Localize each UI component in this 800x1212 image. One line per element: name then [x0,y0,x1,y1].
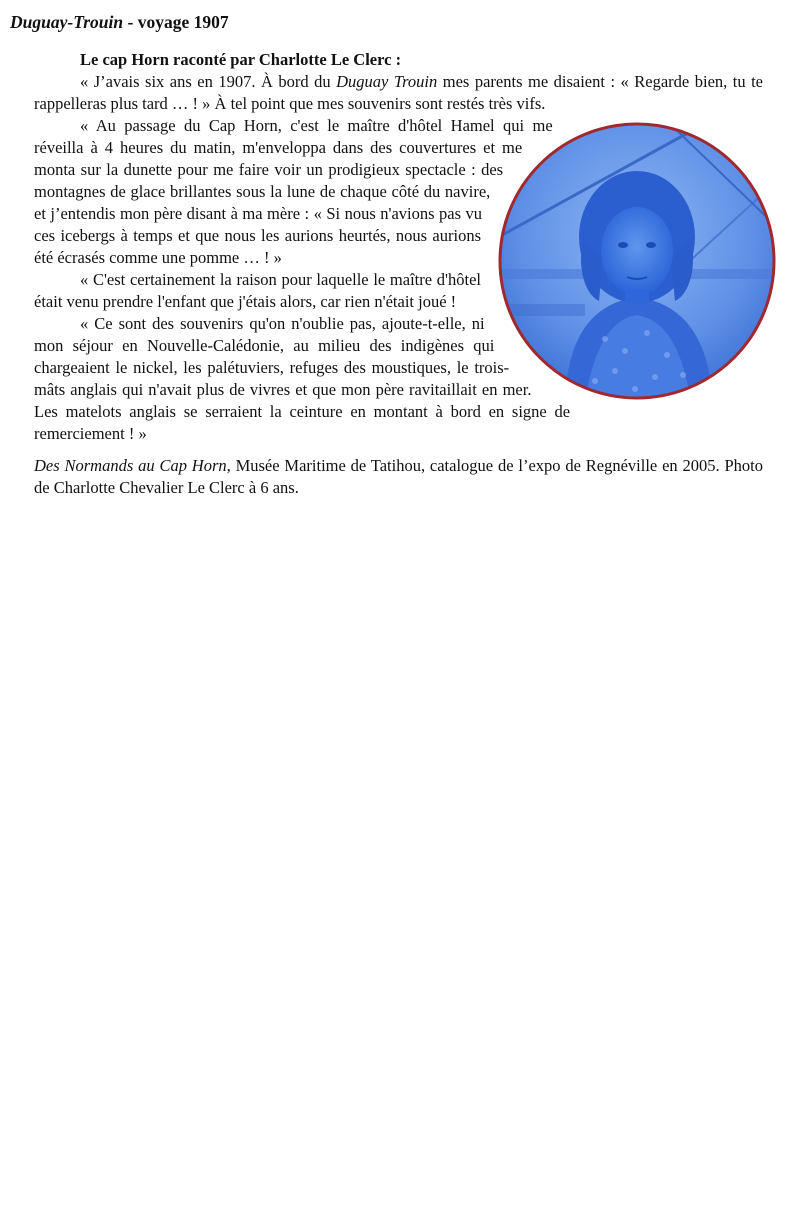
citation [34,455,763,499]
page-header [10,11,229,33]
article-title: Le cap Horn raconté par Charlotte Le Clerc : [80,50,402,69]
header-ship-name: Duguay-Trouin [10,12,124,32]
paragraph-2: « Au passage du Cap Horn, c'est le maître d'hôtel Hamel qui me réveilla à 4 heures du matin, m'enveloppa dans des couvertures et me monta sur la dunette pour me faire voir un prodigieux spectacle : des montagnes de glace brillantes sous la lune de chaque côté du navire, et j’entendis mon père disant à ma mère : « Si nous n'avions pas vu ces icebergs à temps et que nous les aurions heurtés, nous aurions été écrasés comme une pomme … ! » [34,116,553,267]
citation-book-title: Des Normands au Cap Horn [34,456,227,475]
article [34,49,763,499]
portrait-image [495,119,779,403]
paragraph-1-end: mes parents me disaient : « Regarde bien, tu te rappelleras plus tard … ! » À tel point que mes souvenirs sont restés très vifs. [34,72,763,113]
header-voyage: - voyage 1907 [123,12,229,32]
paragraph-3: « C'est certainement la raison pour laquelle le maître d'hôtel était venu prendre l'enfant que j'étais alors, car rien n'était joué ! [34,270,481,311]
paragraph-1 [34,71,763,115]
portrait-photo [495,119,779,409]
paragraph-1-start: « J’avais six ans en 1907. À bord du [80,72,337,91]
paragraph-4: « Ce sont des souvenirs qu'on n'oublie pas, ajoute-t-elle, ni mon séjour en Nouvelle-Calédonie, au milieu des indigènes qui chargeaient le nickel, les palétuviers, refuges des moustiques, le trois-mâts anglais qui n'avait plus de vivres et que mon père ravitaillait en mer. Les matelots anglais se serraient la ceinture en montant à bord en signe de remerciement ! » [34,314,571,443]
paragraph-1-ship: Duguay Trouin [336,72,438,91]
citation-details: , Musée Maritime de Tatihou, catalogue de l’expo de Regnéville en 2005. Photo de Charlotte Chevalier Le Clerc à 6 ans. [34,456,763,497]
